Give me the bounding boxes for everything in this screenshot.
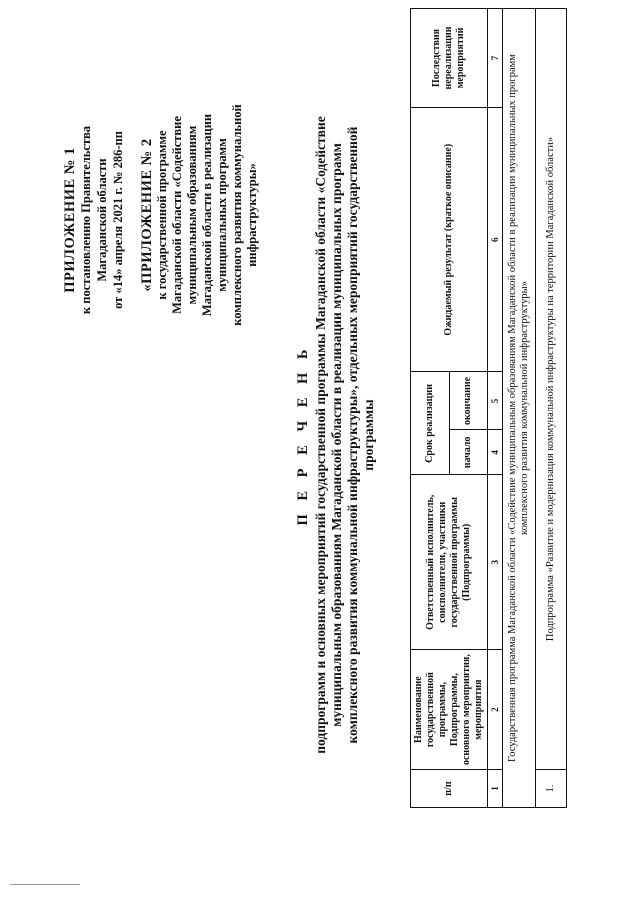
- header-executor: Ответственный исполнитель, соисполнители, участники государственной программы (Подпрограммы): [411, 475, 488, 650]
- appendix-2-line: Магаданской области «Содействие: [170, 116, 184, 314]
- header-period-start: начало: [449, 430, 488, 475]
- header-result: Ожидаемый результат (краткое описание): [411, 107, 488, 371]
- margin-mark: [10, 884, 80, 886]
- header-consequences: Последствия нереализации мероприятий: [411, 9, 488, 108]
- appendix-2-line: к государственной программе: [155, 130, 169, 300]
- column-number: 7: [488, 9, 503, 108]
- program-title: Государственная программа Магаданской области «Содействие муниципальным образованиям Магаданской области в реализации муниципальных программ комплексного развития коммунальной инфраструктуры»: [503, 9, 536, 808]
- column-number-row: [488, 9, 503, 808]
- appendix-2-line: муниципальных программ: [215, 138, 229, 292]
- column-number: 3: [488, 475, 503, 650]
- appendix-2-line: Магаданской области в реализации: [200, 113, 214, 317]
- column-number: 1: [488, 770, 503, 808]
- subprogram-number: 1.: [536, 770, 567, 808]
- header-period: Срок реализации: [411, 372, 450, 475]
- measures-table: [410, 8, 567, 808]
- appendix-2-header: [140, 5, 260, 425]
- appendix-1-title: ПРИЛОЖЕНИЕ № 1: [62, 147, 78, 293]
- appendix-2-line: инфраструктуры»: [245, 163, 259, 267]
- list-subtitle-line: программы: [361, 399, 376, 471]
- appendix-1-header: [62, 55, 126, 385]
- list-subtitle-line: муниципальным образованиям Магаданской области в реализации муниципальных программ: [329, 143, 344, 727]
- header-period-end: окончание: [449, 372, 488, 430]
- column-number: 5: [488, 372, 503, 430]
- column-number: 4: [488, 430, 503, 475]
- appendix-1-line: к постановлению Правительства: [79, 125, 93, 315]
- list-subtitle-line: комплексного развития коммунальной инфраструктуры», отдельных мероприятий государственной: [345, 126, 360, 744]
- appendix-1-date: от «14» апреля 2021 г. № 286-пп: [111, 131, 125, 309]
- appendix-2-title: «ПРИЛОЖЕНИЕ № 2: [139, 138, 155, 292]
- list-title: П Е Р Е Ч Е Н Ь: [295, 344, 311, 526]
- list-subtitle-line: подпрограмм и основных мероприятий государственной программы Магаданской области «Содействие: [313, 116, 328, 754]
- column-number: 2: [488, 650, 503, 770]
- appendix-2-line: муниципальным образованиям: [185, 125, 199, 305]
- subprogram-row: [536, 9, 567, 808]
- program-row: [503, 9, 536, 808]
- header-number: п/п: [411, 770, 488, 808]
- subprogram-title: Подпрограмма «Развитие и модернизация коммунальной инфраструктуры на территории Магаданской области»: [536, 9, 567, 770]
- header-name: Наименование государственной программы, Подпрограммы, основного мероприятия, мероприятия: [411, 650, 488, 770]
- list-heading: [295, 0, 377, 875]
- column-number: 6: [488, 107, 503, 371]
- appendix-1-line: Магаданской области: [95, 158, 109, 282]
- appendix-2-line: комплексного развития коммунальной: [230, 104, 244, 326]
